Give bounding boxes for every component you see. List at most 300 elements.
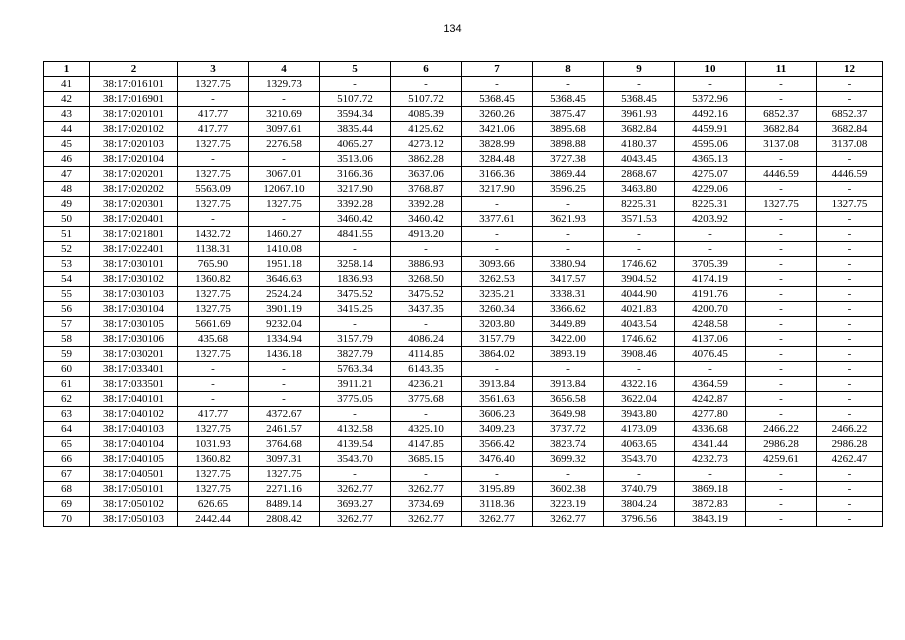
table-cell: 1138.31 (178, 242, 249, 257)
table-cell: - (817, 302, 883, 317)
table-cell: 5563.09 (178, 182, 249, 197)
table-cell: 4174.19 (675, 272, 746, 287)
table-cell: 66 (44, 452, 90, 467)
table-cell: 3913.84 (462, 377, 533, 392)
table-cell: - (391, 467, 462, 482)
table-cell: 4275.07 (675, 167, 746, 182)
table-cell: - (462, 77, 533, 92)
table-cell: 3217.90 (462, 182, 533, 197)
table-cell: 38:17:020401 (90, 212, 178, 227)
table-cell: - (604, 467, 675, 482)
table-cell: 3869.44 (533, 167, 604, 182)
table-cell: 1432.72 (178, 227, 249, 242)
table-cell: 38:17:020101 (90, 107, 178, 122)
table-cell: 3475.52 (391, 287, 462, 302)
table-row (44, 152, 883, 167)
table-cell: 3415.25 (320, 302, 391, 317)
table-cell: 3093.66 (462, 257, 533, 272)
table-cell: 4365.13 (675, 152, 746, 167)
table-cell: 1334.94 (249, 332, 320, 347)
table-cell: 3872.83 (675, 497, 746, 512)
table-cell: - (249, 92, 320, 107)
table-cell: 3862.28 (391, 152, 462, 167)
table-row (44, 482, 883, 497)
table-cell: 3637.06 (391, 167, 462, 182)
table-cell: - (462, 467, 533, 482)
table-cell: 44 (44, 122, 90, 137)
table-cell: 3893.19 (533, 347, 604, 362)
table-cell: 3886.93 (391, 257, 462, 272)
table-cell: 1410.08 (249, 242, 320, 257)
table-cell: 4044.90 (604, 287, 675, 302)
table-cell: 3157.79 (462, 332, 533, 347)
table-cell: 38:17:016901 (90, 92, 178, 107)
table-cell: - (817, 317, 883, 332)
table-cell: 38:17:030101 (90, 257, 178, 272)
table-cell: 3392.28 (320, 197, 391, 212)
table-cell: 3262.53 (462, 272, 533, 287)
table-cell: 3409.23 (462, 422, 533, 437)
table-cell: 48 (44, 182, 90, 197)
table-cell: - (817, 182, 883, 197)
table-cell: 2808.42 (249, 512, 320, 527)
table-cell: 38:17:050102 (90, 497, 178, 512)
table-cell: 3961.93 (604, 107, 675, 122)
column-header: 3 (178, 62, 249, 77)
table-cell: - (533, 197, 604, 212)
table-cell: 1327.75 (249, 197, 320, 212)
table-cell: 3157.79 (320, 332, 391, 347)
table-cell: 3475.52 (320, 287, 391, 302)
table-cell: 4139.54 (320, 437, 391, 452)
table-cell: 8225.31 (675, 197, 746, 212)
table-cell: 1360.82 (178, 452, 249, 467)
table-cell: 4232.73 (675, 452, 746, 467)
table-cell: - (746, 317, 817, 332)
column-header: 2 (90, 62, 178, 77)
table-cell: - (817, 362, 883, 377)
table-cell: 3217.90 (320, 182, 391, 197)
table-cell: 4085.39 (391, 107, 462, 122)
table-cell: 64 (44, 422, 90, 437)
table-cell: 50 (44, 212, 90, 227)
table-cell: 3682.84 (746, 122, 817, 137)
table-cell: 45 (44, 137, 90, 152)
table-cell: 435.68 (178, 332, 249, 347)
table-cell: 57 (44, 317, 90, 332)
table-cell: 1360.82 (178, 272, 249, 287)
table-header-row (44, 62, 883, 77)
table-cell: - (178, 362, 249, 377)
column-header: 6 (391, 62, 462, 77)
table-cell: 42 (44, 92, 90, 107)
table-cell: - (817, 332, 883, 347)
table-cell: 2442.44 (178, 512, 249, 527)
table-cell: 3828.99 (462, 137, 533, 152)
table-row (44, 227, 883, 242)
table-cell: - (746, 152, 817, 167)
table-cell: 4372.67 (249, 407, 320, 422)
table-row (44, 77, 883, 92)
table-cell: - (675, 77, 746, 92)
table-cell: 3649.98 (533, 407, 604, 422)
column-header: 4 (249, 62, 320, 77)
table-cell: 9232.04 (249, 317, 320, 332)
table-cell: 3895.68 (533, 122, 604, 137)
table-cell: - (533, 362, 604, 377)
table-cell: - (462, 242, 533, 257)
table-cell: 4114.85 (391, 347, 462, 362)
table-cell: 3561.63 (462, 392, 533, 407)
column-header: 8 (533, 62, 604, 77)
table-cell: - (817, 227, 883, 242)
table-cell: 56 (44, 302, 90, 317)
table-cell: - (249, 392, 320, 407)
table-cell: 59 (44, 347, 90, 362)
table-row (44, 362, 883, 377)
table-cell: 3260.34 (462, 302, 533, 317)
table-cell: 4262.47 (817, 452, 883, 467)
table-cell: - (817, 272, 883, 287)
table-cell: 2868.67 (604, 167, 675, 182)
table-cell: 4273.12 (391, 137, 462, 152)
table-row (44, 452, 883, 467)
table-cell: 3869.18 (675, 482, 746, 497)
column-header: 7 (462, 62, 533, 77)
table-cell: - (817, 242, 883, 257)
table-cell: - (462, 362, 533, 377)
table-cell: 38:17:040101 (90, 392, 178, 407)
table-cell: 60 (44, 362, 90, 377)
table-cell: 5763.34 (320, 362, 391, 377)
table-cell: 2986.28 (746, 437, 817, 452)
table-cell: 3437.35 (391, 302, 462, 317)
table-cell: - (746, 377, 817, 392)
table-cell: - (178, 92, 249, 107)
table-cell: - (675, 362, 746, 377)
table-cell: 4173.09 (604, 422, 675, 437)
table-cell: 3262.77 (391, 482, 462, 497)
table-cell: 3596.25 (533, 182, 604, 197)
table-cell: 1327.75 (178, 422, 249, 437)
table-cell: 5372.96 (675, 92, 746, 107)
table-cell: 3067.01 (249, 167, 320, 182)
table-cell: 2986.28 (817, 437, 883, 452)
table-cell: 38:17:040104 (90, 437, 178, 452)
table-cell: 3796.56 (604, 512, 675, 527)
table-cell: 3118.36 (462, 497, 533, 512)
table-cell: - (746, 227, 817, 242)
table-cell: 1436.18 (249, 347, 320, 362)
table-cell: 52 (44, 242, 90, 257)
table-cell: 38:17:050103 (90, 512, 178, 527)
table-cell: 67 (44, 467, 90, 482)
table-cell: 46 (44, 152, 90, 167)
table-cell: - (817, 152, 883, 167)
table-cell: - (817, 392, 883, 407)
table-row (44, 407, 883, 422)
table-cell: - (746, 497, 817, 512)
table-cell: 4229.06 (675, 182, 746, 197)
table-cell: 38:17:020202 (90, 182, 178, 197)
table-cell: 1746.62 (604, 332, 675, 347)
table-cell: 38:17:016101 (90, 77, 178, 92)
table-cell: 1327.75 (178, 287, 249, 302)
table-cell: 1327.75 (178, 197, 249, 212)
table-cell: 38:17:020103 (90, 137, 178, 152)
table-cell: 4492.16 (675, 107, 746, 122)
table-cell: 3764.68 (249, 437, 320, 452)
table-cell: - (178, 212, 249, 227)
table-cell: 8225.31 (604, 197, 675, 212)
table-cell: - (817, 77, 883, 92)
table-cell: - (817, 212, 883, 227)
table-cell: - (320, 317, 391, 332)
table-cell: 5107.72 (320, 92, 391, 107)
column-header: 10 (675, 62, 746, 77)
table-cell: 3775.05 (320, 392, 391, 407)
table-cell: 3460.42 (320, 212, 391, 227)
table-cell: 5368.45 (604, 92, 675, 107)
table-cell: 4248.58 (675, 317, 746, 332)
table-cell: 4086.24 (391, 332, 462, 347)
table-cell: - (391, 242, 462, 257)
table-cell: - (817, 482, 883, 497)
table-cell: 3901.19 (249, 302, 320, 317)
table-cell: 54 (44, 272, 90, 287)
table-row (44, 197, 883, 212)
table-cell: 47 (44, 167, 90, 182)
table-cell: 2466.22 (817, 422, 883, 437)
table-cell: 3262.77 (462, 512, 533, 527)
table-cell: 3137.08 (817, 137, 883, 152)
table-cell: 3417.57 (533, 272, 604, 287)
table-cell: 3943.80 (604, 407, 675, 422)
table-cell: - (249, 362, 320, 377)
table-cell: 3594.34 (320, 107, 391, 122)
table-cell: 3911.21 (320, 377, 391, 392)
table-cell: 3602.38 (533, 482, 604, 497)
table-cell: 4322.16 (604, 377, 675, 392)
table-cell: 3284.48 (462, 152, 533, 167)
table-cell: 6143.35 (391, 362, 462, 377)
table-cell: 4459.91 (675, 122, 746, 137)
table-cell: 38:17:020102 (90, 122, 178, 137)
table-cell: 3449.89 (533, 317, 604, 332)
table-cell: 4277.80 (675, 407, 746, 422)
table-cell: 5368.45 (533, 92, 604, 107)
table-cell: - (817, 407, 883, 422)
table-cell: 3913.84 (533, 377, 604, 392)
table-cell: 3476.40 (462, 452, 533, 467)
table-cell: - (746, 392, 817, 407)
table-cell: 4147.85 (391, 437, 462, 452)
table-cell: 3621.93 (533, 212, 604, 227)
table-cell: 417.77 (178, 122, 249, 137)
table-cell: 3682.84 (817, 122, 883, 137)
table-cell: 1327.75 (178, 77, 249, 92)
table-row (44, 212, 883, 227)
table-cell: 3421.06 (462, 122, 533, 137)
table-cell: 3656.58 (533, 392, 604, 407)
table-cell: 4137.06 (675, 332, 746, 347)
table-row (44, 332, 883, 347)
table-cell: 49 (44, 197, 90, 212)
table-cell: - (746, 467, 817, 482)
table-cell: 38:17:021801 (90, 227, 178, 242)
table-row (44, 302, 883, 317)
table-cell: 38:17:020201 (90, 167, 178, 182)
column-header: 1 (44, 62, 90, 77)
table-cell: 4236.21 (391, 377, 462, 392)
table-cell: 8489.14 (249, 497, 320, 512)
table-cell: 38:17:030105 (90, 317, 178, 332)
table-cell: 417.77 (178, 407, 249, 422)
table-row (44, 167, 883, 182)
table-cell: 1327.75 (249, 467, 320, 482)
table-cell: - (746, 182, 817, 197)
table-cell: 38:17:030102 (90, 272, 178, 287)
table-cell: - (533, 227, 604, 242)
table-cell: - (746, 407, 817, 422)
table-cell: 1746.62 (604, 257, 675, 272)
table-cell: 58 (44, 332, 90, 347)
table-cell: 51 (44, 227, 90, 242)
table-cell: - (746, 347, 817, 362)
table-cell: 3377.61 (462, 212, 533, 227)
table-cell: 1327.75 (817, 197, 883, 212)
table-cell: 1327.75 (178, 167, 249, 182)
table-cell: - (746, 257, 817, 272)
table-cell: - (391, 317, 462, 332)
table-cell: - (462, 197, 533, 212)
table-cell: 38:17:050101 (90, 482, 178, 497)
table-cell: 3460.42 (391, 212, 462, 227)
table-cell: 3463.80 (604, 182, 675, 197)
table-cell: - (817, 92, 883, 107)
table-cell: 3685.15 (391, 452, 462, 467)
table-row (44, 377, 883, 392)
table-row (44, 257, 883, 272)
table-cell: - (817, 287, 883, 302)
table-cell: 3513.06 (320, 152, 391, 167)
table-cell: - (320, 242, 391, 257)
table-cell: 68 (44, 482, 90, 497)
table-cell: 3235.21 (462, 287, 533, 302)
page-number: 134 (443, 23, 462, 35)
table-cell: 1327.75 (178, 482, 249, 497)
table-cell: 43 (44, 107, 90, 122)
table-cell: 53 (44, 257, 90, 272)
table-cell: 3262.77 (533, 512, 604, 527)
table-cell: 38:17:033501 (90, 377, 178, 392)
table-cell: - (817, 497, 883, 512)
table-cell: - (533, 77, 604, 92)
table-cell: 6852.37 (746, 107, 817, 122)
table-cell: - (178, 377, 249, 392)
table-cell: 3166.36 (462, 167, 533, 182)
table-row (44, 107, 883, 122)
table-cell: 2271.16 (249, 482, 320, 497)
table-cell: 3740.79 (604, 482, 675, 497)
table-cell: 4200.70 (675, 302, 746, 317)
table-cell: 1327.75 (178, 137, 249, 152)
table-row (44, 317, 883, 332)
table-cell: 1460.27 (249, 227, 320, 242)
table-cell: 69 (44, 497, 90, 512)
table-cell: 38:17:030104 (90, 302, 178, 317)
table-cell: 3682.84 (604, 122, 675, 137)
table-row (44, 272, 883, 287)
table-cell: 2276.58 (249, 137, 320, 152)
table-cell: 38:17:033401 (90, 362, 178, 377)
table-row (44, 92, 883, 107)
table-cell: 4446.59 (817, 167, 883, 182)
table-cell: - (817, 347, 883, 362)
table-cell: 12067.10 (249, 182, 320, 197)
table-cell: 626.65 (178, 497, 249, 512)
table-row (44, 242, 883, 257)
table-cell: 38:17:030103 (90, 287, 178, 302)
table-cell: 3137.08 (746, 137, 817, 152)
table-cell: 1031.93 (178, 437, 249, 452)
table-cell: 3422.00 (533, 332, 604, 347)
table-cell: - (746, 242, 817, 257)
table-cell: - (320, 407, 391, 422)
table-row (44, 287, 883, 302)
table-cell: 4132.58 (320, 422, 391, 437)
data-table (43, 61, 883, 527)
table-cell: - (462, 227, 533, 242)
table-cell: - (817, 512, 883, 527)
table-cell: 2524.24 (249, 287, 320, 302)
table-cell: 1836.93 (320, 272, 391, 287)
table-cell: 1951.18 (249, 257, 320, 272)
table-cell: 3705.39 (675, 257, 746, 272)
table-cell: 3166.36 (320, 167, 391, 182)
table-cell: 4043.45 (604, 152, 675, 167)
table-cell: 4191.76 (675, 287, 746, 302)
table-cell: - (746, 272, 817, 287)
table-cell: 6852.37 (817, 107, 883, 122)
table-cell: 3392.28 (391, 197, 462, 212)
table-cell: 38:17:040103 (90, 422, 178, 437)
table-cell: - (675, 242, 746, 257)
table-cell: 38:17:020301 (90, 197, 178, 212)
table-cell: 4595.06 (675, 137, 746, 152)
table-cell: 38:17:030201 (90, 347, 178, 362)
table-cell: - (249, 212, 320, 227)
table-cell: 3097.61 (249, 122, 320, 137)
table-cell: 38:17:040501 (90, 467, 178, 482)
table-cell: 3737.72 (533, 422, 604, 437)
column-header: 9 (604, 62, 675, 77)
table-cell: 4065.27 (320, 137, 391, 152)
table-cell: 38:17:022401 (90, 242, 178, 257)
table-cell: 3543.70 (604, 452, 675, 467)
table-cell: 765.90 (178, 257, 249, 272)
table-cell: - (533, 242, 604, 257)
table-cell: 38:17:020104 (90, 152, 178, 167)
table-cell: - (249, 152, 320, 167)
table-cell: 4841.55 (320, 227, 391, 242)
table-cell: - (817, 377, 883, 392)
table-cell: 5107.72 (391, 92, 462, 107)
table-cell: 3734.69 (391, 497, 462, 512)
table-cell: 63 (44, 407, 90, 422)
table-cell: 55 (44, 287, 90, 302)
table-cell: 38:17:030106 (90, 332, 178, 347)
